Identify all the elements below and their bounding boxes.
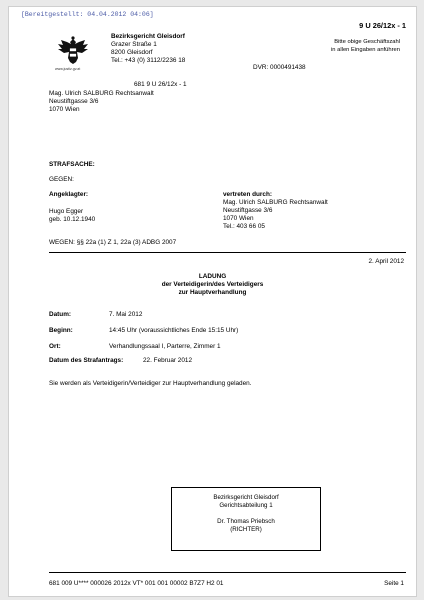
court-name: Bezirksgericht Gleisdorf (111, 33, 185, 40)
summons-subtitle-1: der Verteidigerin/des Verteidigers (161, 281, 264, 288)
signature-judge-name: Dr. Thomas Priebsch (217, 518, 275, 525)
document-date: 2. April 2012 (368, 258, 404, 265)
recipient-street: Neustiftgasse 3/6 (49, 98, 99, 105)
court-city: 8200 Gleisdorf (111, 49, 153, 56)
section-divider (49, 252, 406, 253)
accused-label: Angeklagter: (49, 191, 89, 198)
recipient-city: 1070 Wien (49, 106, 80, 113)
rep-phone: Tel.: 403 66 05 (223, 223, 265, 230)
signature-judge-title: (RICHTER) (230, 526, 262, 533)
signature-department: Gerichtsabteilung 1 (219, 502, 273, 509)
document-page (8, 6, 417, 597)
provided-stamp: [Bereitgestellt: 04.04.2012 04:06] (21, 11, 154, 18)
charge-line: WEGEN: §§ 22a (1) Z 1, 22a (3) ADBG 2007 (49, 239, 177, 246)
dvr-number: DVR: 0000491438 (253, 64, 306, 71)
rep-city: 1070 Wien (223, 215, 254, 222)
hearing-start-label: Beginn: (49, 327, 73, 334)
summons-subtitle-2: zur Hauptverhandlung (178, 289, 247, 296)
court-street: Grazer Straße 1 (111, 41, 157, 48)
sender-line: 681 9 U 26/12x - 1 (134, 81, 187, 88)
signature-box (171, 487, 321, 551)
austrian-eagle-logo-icon (55, 35, 91, 67)
signature-court: Bezirksgericht Gleisdorf (213, 494, 279, 501)
summons-body-text: Sie werden als Verteidigerin/Verteidiger zur Hauptverhandlung geladen. (49, 380, 252, 387)
rep-name: Mag. Ulrich SALBURG Rechtsanwalt (223, 199, 328, 206)
reference-note-line2: in allen Eingaben anführen (331, 47, 400, 53)
indictment-date-value: 22. Februar 2012 (143, 357, 193, 364)
footer-divider (49, 572, 406, 573)
accused-birth: geb. 10.12.1940 (49, 216, 96, 223)
footer-code: 681 009 U**** 000026 2012x VT* 001 001 00002 B7Z7 H2 01 (49, 580, 224, 587)
rep-street: Neustiftgasse 3/6 (223, 207, 273, 214)
hearing-date-value: 7. Mai 2012 (109, 311, 143, 318)
summons-title: LADUNG (198, 273, 227, 280)
hearing-date-label: Datum: (49, 311, 72, 318)
hearing-location-value: Verhandlungssaal I, Parterre, Zimmer 1 (109, 343, 221, 350)
court-phone: Tel.: +43 (0) 3112/2236 18 (111, 57, 186, 64)
recipient-name: Mag. Ulrich SALBURG Rechtsanwalt (49, 90, 154, 97)
logo-caption: www.justiz.gv.at (55, 67, 81, 71)
case-gegen: GEGEN: (49, 176, 74, 183)
page-number: Seite 1 (384, 580, 404, 587)
file-number: 9 U 26/12x - 1 (359, 21, 406, 30)
indictment-date-label: Datum des Strafantrags: (49, 357, 124, 364)
hearing-location-label: Ort: (49, 343, 61, 350)
represented-label: vertreten durch: (223, 191, 273, 198)
case-heading: STRAFSACHE: (49, 161, 95, 168)
reference-note-line1: Bitte obige Geschäftszahl (334, 39, 400, 45)
hearing-start-value: 14:45 Uhr (voraussichtliches Ende 15:15 Uhr) (109, 327, 239, 334)
accused-name: Hugo Egger (49, 208, 84, 215)
